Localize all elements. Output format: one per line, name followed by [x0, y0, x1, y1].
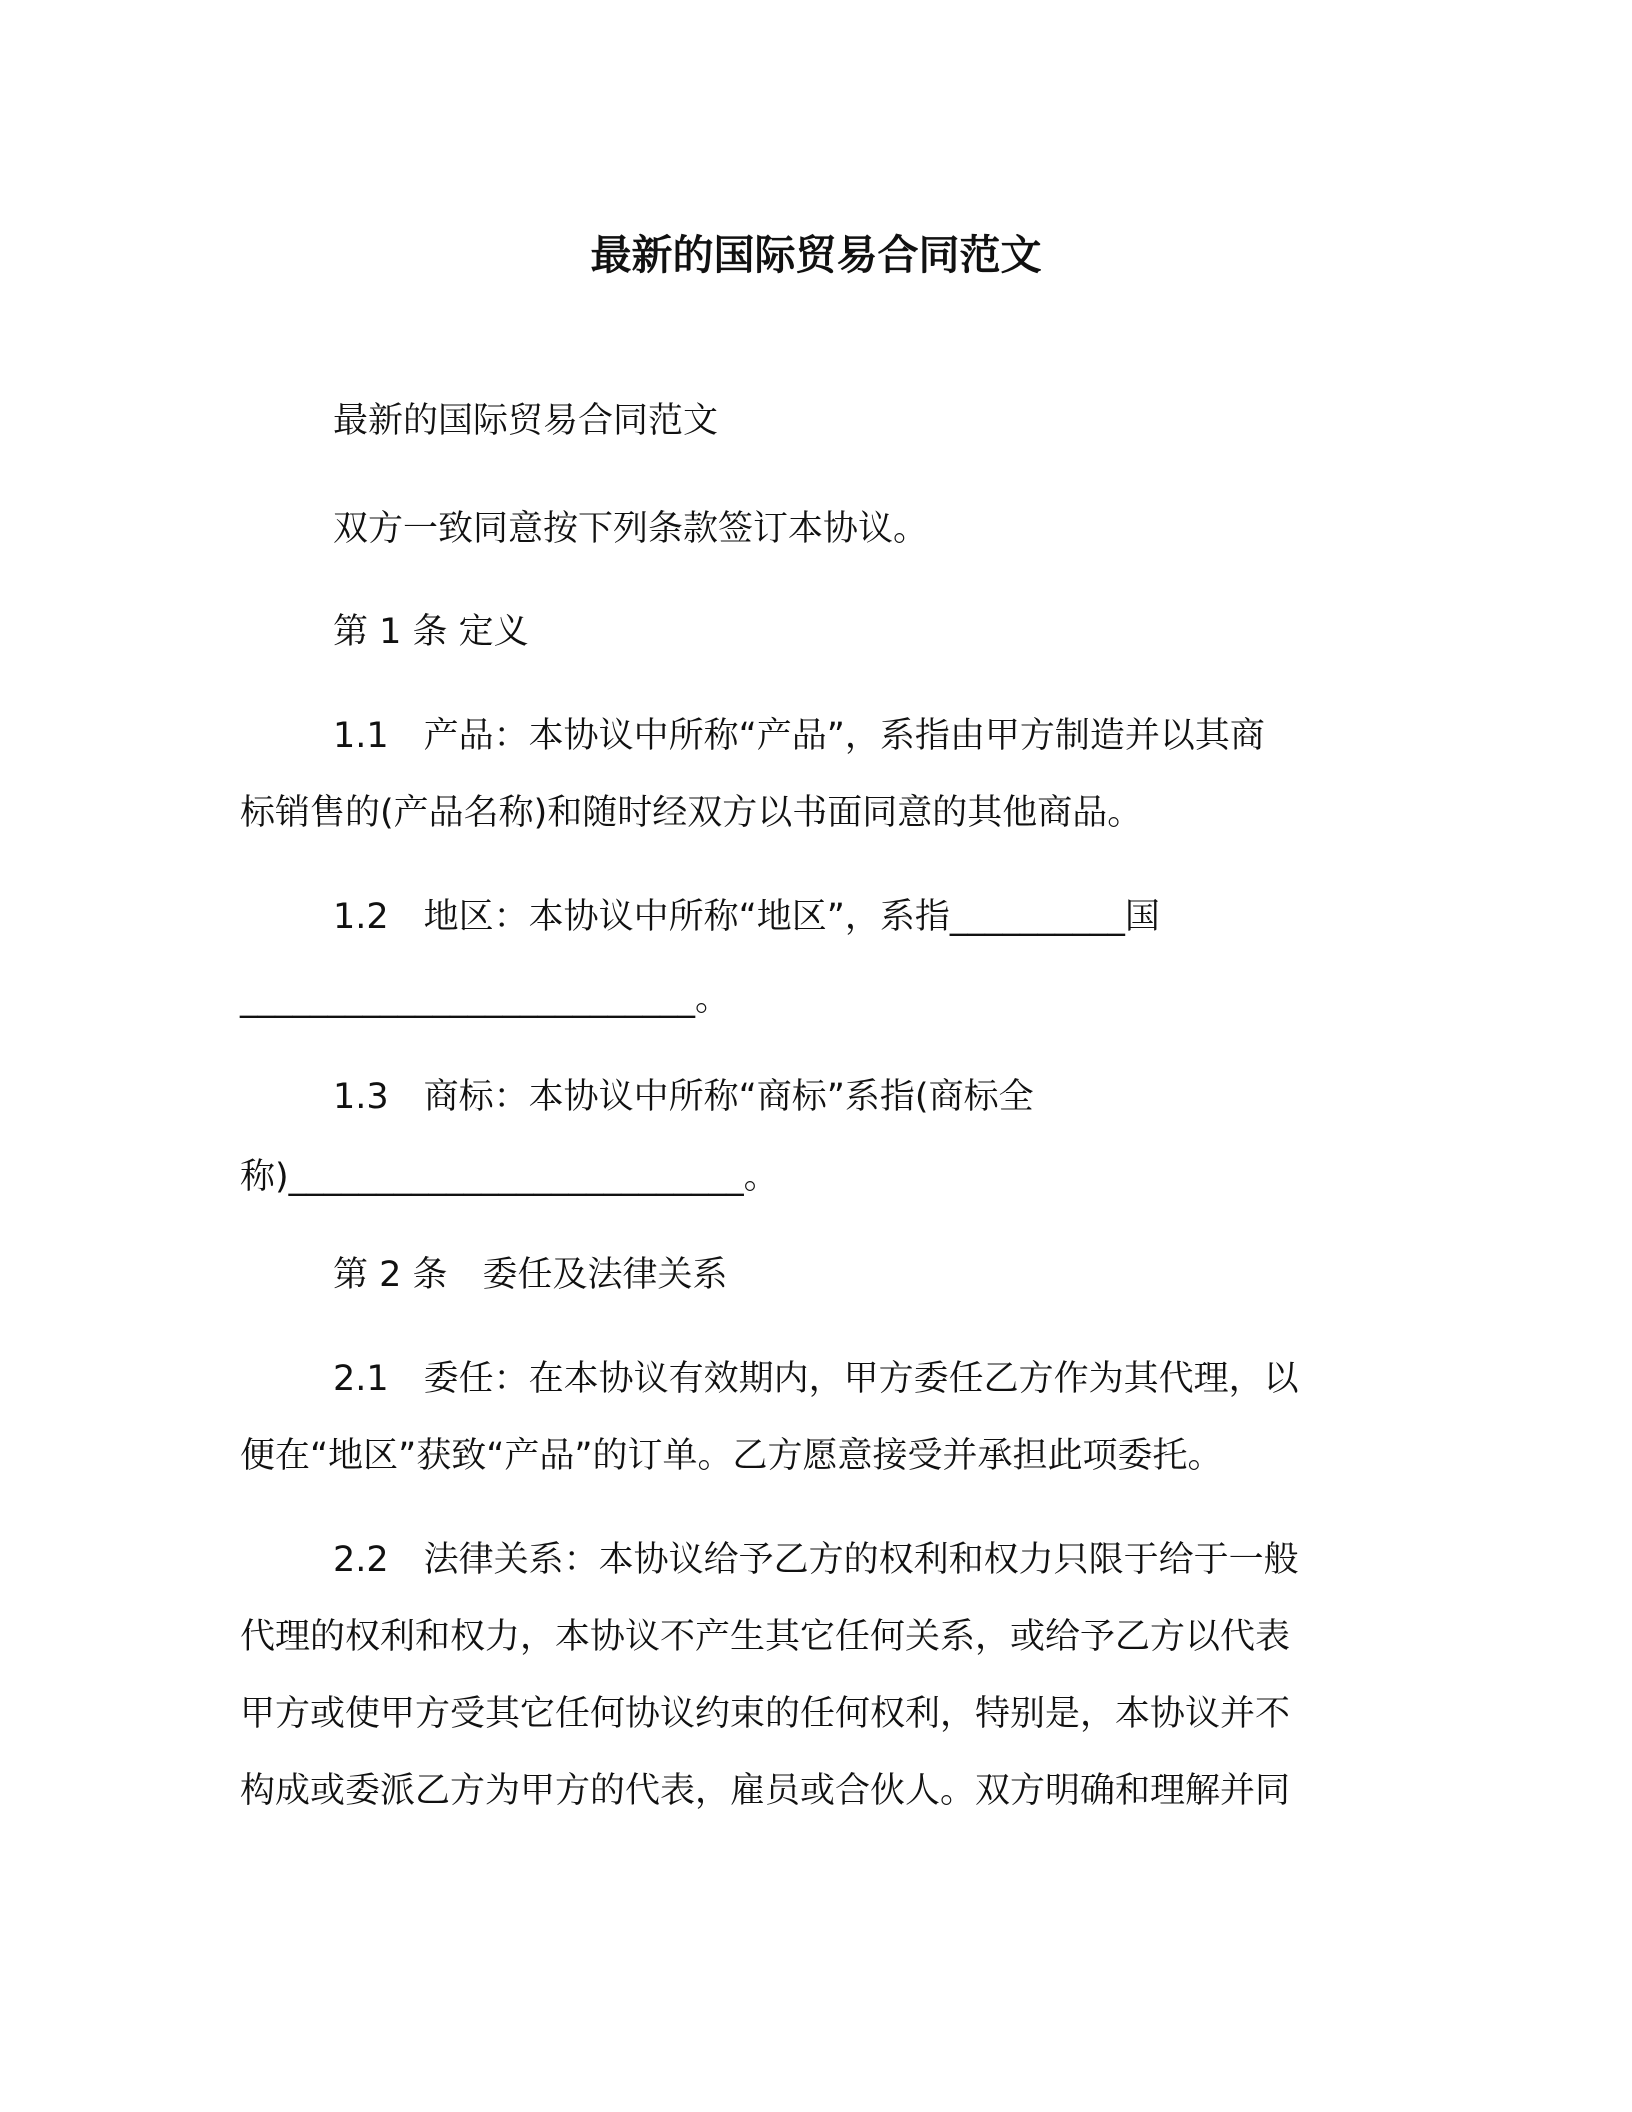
- article-2-heading: 第 2 条 委任及法律关系: [333, 1255, 728, 1295]
- clause-2-2-line-4: 构成或委派乙方为甲方的代表，雇员或合伙人。双方明确和理解并同: [240, 1771, 1291, 1811]
- clause-2-2-line-3: 甲方或使甲方受其它任何协议约束的任何权利，特别是，本协议并不: [240, 1694, 1291, 1734]
- clause-1-2-line-2: __________________________。: [240, 979, 731, 1019]
- clause-1-2-line-1: 1.2 地区：本协议中所称“地区”，系指__________国: [333, 897, 1160, 937]
- article-1-heading: 第 1 条 定义: [333, 612, 529, 652]
- clause-1-3-line-1: 1.3 商标：本协议中所称“商标”系指(商标全: [333, 1077, 1034, 1117]
- document-title: 最新的国际贸易合同范文: [590, 231, 1042, 279]
- clause-1-1-line-2: 标销售的(产品名称)和随时经双方以书面同意的其他商品。: [240, 793, 1143, 833]
- clause-2-2-line-2: 代理的权利和权力，本协议不产生其它任何关系，或给予乙方以代表: [240, 1617, 1291, 1657]
- paragraph-subtitle: 最新的国际贸易合同范文: [333, 401, 719, 441]
- clause-1-3-line-2: 称)__________________________。: [240, 1157, 779, 1197]
- clause-1-1-line-1: 1.1 产品：本协议中所称“产品”，系指由甲方制造并以其商: [333, 716, 1265, 756]
- clause-2-1-line-1: 2.1 委任：在本协议有效期内，甲方委任乙方作为其代理，以: [333, 1359, 1299, 1399]
- paragraph-intro: 双方一致同意按下列条款签订本协议。: [333, 509, 929, 549]
- clause-2-1-line-2: 便在“地区”获致“产品”的订单。乙方愿意接受并承担此项委托。: [240, 1436, 1223, 1476]
- clause-2-2-line-1: 2.2 法律关系：本协议给予乙方的权利和权力只限于给于一般: [333, 1540, 1299, 1580]
